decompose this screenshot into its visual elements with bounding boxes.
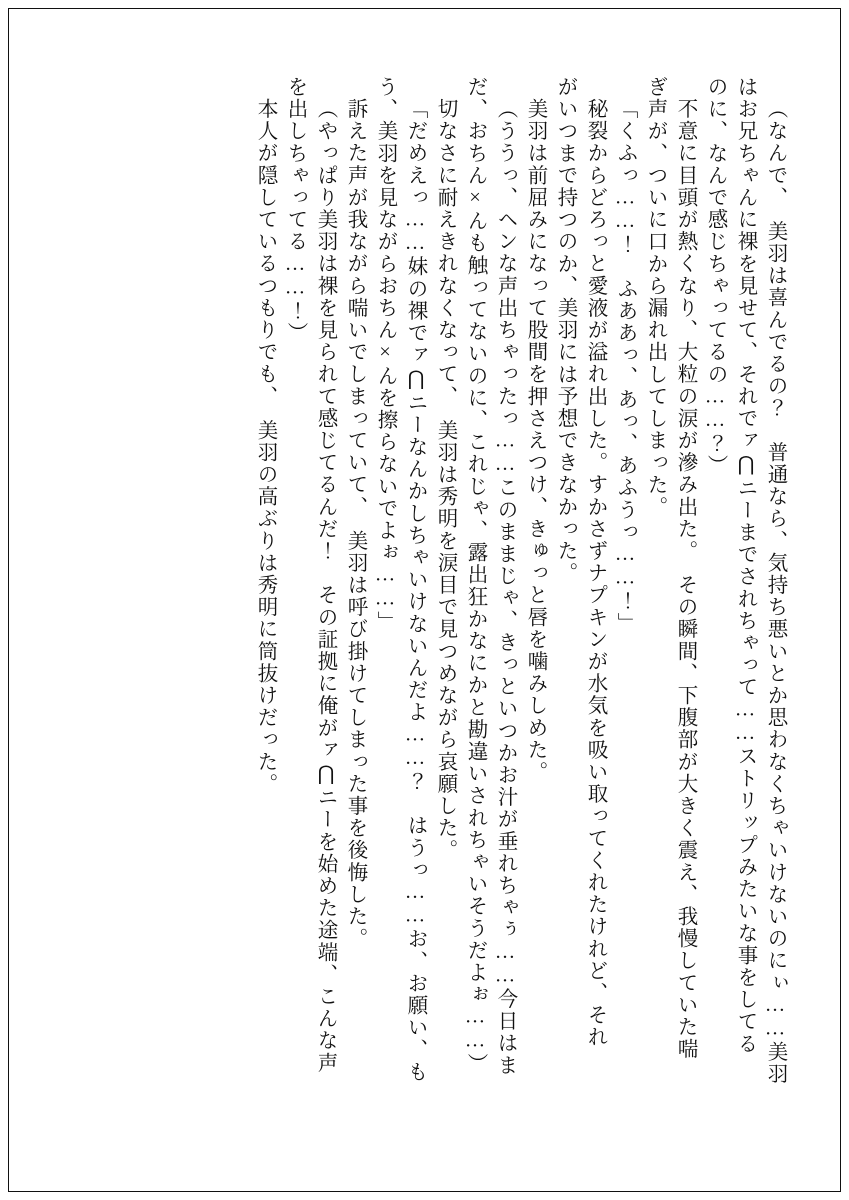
text-line: （なんで、 美羽は喜んでるの？ 普通なら、気持ち悪いとか思わなくちゃいけないのにぃ……美羽 <box>764 98 786 1086</box>
text-line: がいつまで持つのか、美羽には予想できなかった。 <box>554 76 576 585</box>
text-line: はお兄ちゃんに裸を見せて、それでァ⋂ニーまでされちゃって……ストリップみたいな事をしてる <box>734 76 756 1055</box>
text-line: だ、おちん×んも触ってないのに、これじゃ、露出狂かなにかと勘違いされちゃいそうだよぉ……） <box>464 76 486 1075</box>
text-line: 本人が隠しているつもりでも、 美羽の高ぶりは秀明に筒抜けだった。 <box>254 98 276 795</box>
text-line: 不意に目頭が熱くなり、大粒の涙が滲み出た。 その瞬間、下腹部が大きく震え、我慢していた喘 <box>674 98 696 1061</box>
text-line: （やっぱり美羽は裸を見られて感じてるんだ！ その証拠に俺がァ⋂ニーを始めた途端、こんな声 <box>314 98 336 1074</box>
text-line: ぎ声が、ついに口から漏れ出してしまった。 <box>644 76 666 518</box>
text-line: のに、なんで感じちゃってるの……？） <box>704 76 726 477</box>
text-line: 「だめえっ……妹の裸でァ⋂ニーなんかしちゃいけないんだよ……？ はうっ……お、お願い、も <box>404 98 426 1083</box>
text-line: を出しちゃってる……！） <box>284 76 306 345</box>
vertical-text-body <box>60 76 790 1126</box>
text-line: 秘裂からどろっと愛液が溢れ出した。すかさずナプキンが水気を吸い取ってくれたけれど、それ <box>584 98 606 1049</box>
text-line: 美羽は前屈みになって股間を押さえつけ、きゅっと唇を噛みしめた。 <box>524 98 546 784</box>
text-line: 切なさに耐えきれなくなって、 美羽は秀明を涙目で見つめながら哀願した。 <box>434 98 456 862</box>
text-line: （ううっ、ヘンな声出ちゃったっ……このままじゃ、きっといつかお汁が垂れちゃぅ……今日はま <box>494 98 516 1077</box>
text-line: 訴えた声が我ながら喘いでしまっていて、 美羽は呼び掛けてしまった事を後悔した。 <box>344 98 366 950</box>
text-line: 「くふっ……！ ふああっ、あっ、あふうっ……！」 <box>614 98 636 635</box>
text-line: う、美羽を見ながらおちん×んを擦らないでよぉ……」 <box>374 76 396 633</box>
